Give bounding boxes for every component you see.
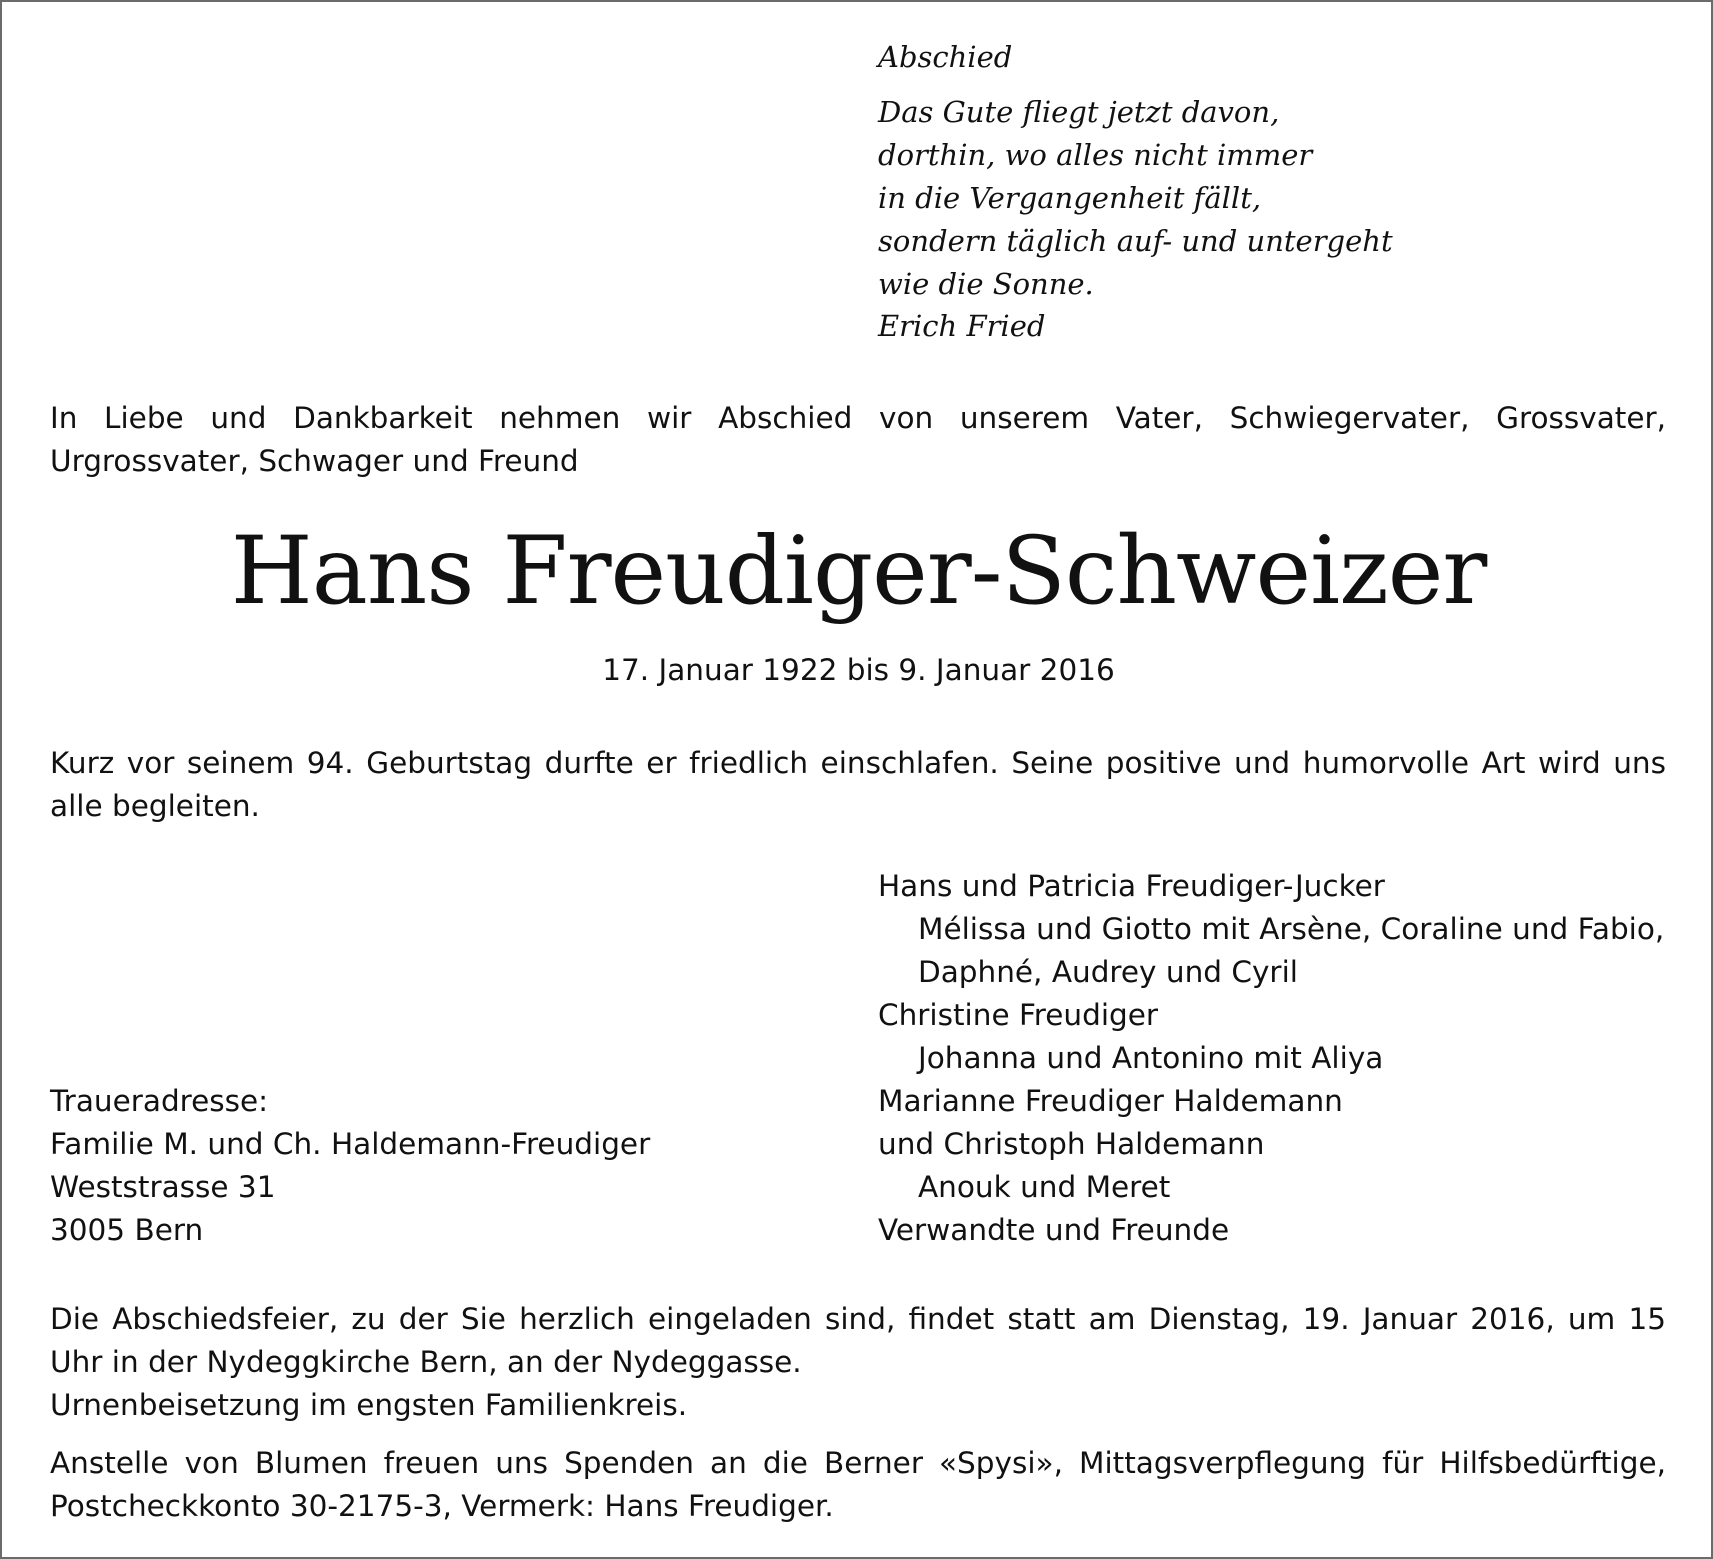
mourner-line: Anouk und Meret xyxy=(918,1170,1171,1204)
mourner-line: Verwandte und Freunde xyxy=(878,1213,1230,1247)
mourner-line: Mélissa und Giotto mit Arsène, Coraline und Fabio, xyxy=(918,912,1665,946)
poem-line: Das Gute fliegt jetzt davon, xyxy=(878,95,1280,129)
poem-line: sondern täglich auf- und untergeht xyxy=(878,224,1393,258)
donation-text: Anstelle von Blumen freuen uns Spenden an die Berner «Spysi», Mittagsverpflegung für Hilfsbedürftige, Postcheckkonto 30-2175-3, Vermerk: Hans Freudiger. xyxy=(50,1446,1666,1523)
address-line: Weststrasse 31 xyxy=(50,1170,276,1204)
ceremony-text: Die Abschiedsfeier, zu der Sie herzlich eingeladen sind, findet statt am Dienstag, 19. Januar 2016, um 15 Uhr in der Nydeggkirche Bern, an der Nydeggasse. xyxy=(50,1302,1666,1379)
mourner-line: Johanna und Antonino mit Aliya xyxy=(918,1041,1384,1075)
burial-text: Urnenbeisetzung im engsten Familienkreis. xyxy=(50,1388,688,1422)
intro-text: In Liebe und Dankbarkeit nehmen wir Abschied von unserem Vater, Schwiegervater, Grossvater, Urgrossvater, Schwager und Freund xyxy=(50,401,1666,478)
address-line: Familie M. und Ch. Haldemann-Freudiger xyxy=(50,1127,651,1161)
mourner-line: Hans und Patricia Freudiger-Jucker xyxy=(878,869,1385,903)
life-dates: 17. Januar 1922 bis 9. Januar 2016 xyxy=(602,653,1115,687)
obituary-card: Abschied Das Gute fliegt jetzt davon, dorthin, wo alles nicht immer in die Vergangenheit fällt, sondern täglich auf- und untergeht wie die Sonne. Erich Fried In Liebe und Dankbarkeit nehmen wir Abschied von unserem Vater, Schwiegervater, Grossvater, Urgrossvater, Schwager und Freund Hans Freudiger-Schweizer 17. Januar 1922 bis 9. Januar 2016 Kurz vor seinem 94. Geburtstag durfte er friedlich einschlafen. Seine positive und humorvolle Art wird uns alle begleiten. Hans und Patricia Freudiger-Jucker Mélissa und Giotto mit Arsène, Coraline und Fabio, Daphné, Audrey und Cyril Christine Freudiger Johanna und Antonino mit Aliya Marianne Freudiger Haldemann und Christoph Haldemann Anouk und Meret Verwandte und Freunde Traueradresse: Familie M. und Ch. Haldemann-Freudiger Weststrasse 31 3005 Bern Die Abschiedsfeier, zu der Sie herzlich eingeladen sind, findet statt am Dienstag, 19. Januar 2016, um 15 Uhr in der Nydeggkirche Bern, an der Nydeggasse. Urnenbeisetzung im engsten Familienkreis. Anstelle von Blumen freuen uns Spenden an die Berner «Spysi», Mittagsverpflegung für Hilfsbedürftige, Postcheckkonto 30-2175-3, Vermerk: Hans Freudiger. xyxy=(0,0,1713,1559)
remembrance-text: Kurz vor seinem 94. Geburtstag durfte er friedlich einschlafen. Seine positive und humorvolle Art wird uns alle begleiten. xyxy=(50,746,1666,823)
poem-line: wie die Sonne. xyxy=(878,267,1094,301)
poem-title: Abschied xyxy=(878,40,1013,74)
mourner-line: Daphné, Audrey und Cyril xyxy=(918,955,1298,989)
address-label: Traueradresse: xyxy=(50,1084,269,1118)
poem-line: in die Vergangenheit fällt, xyxy=(878,181,1262,215)
mourner-line: und Christoph Haldemann xyxy=(878,1127,1265,1161)
deceased-name: Hans Freudiger-Schweizer xyxy=(230,517,1487,626)
poem-line: dorthin, wo alles nicht immer xyxy=(878,138,1313,172)
mourner-line: Christine Freudiger xyxy=(878,998,1159,1032)
address-line: 3005 Bern xyxy=(50,1213,204,1247)
mourner-line: Marianne Freudiger Haldemann xyxy=(878,1084,1343,1118)
